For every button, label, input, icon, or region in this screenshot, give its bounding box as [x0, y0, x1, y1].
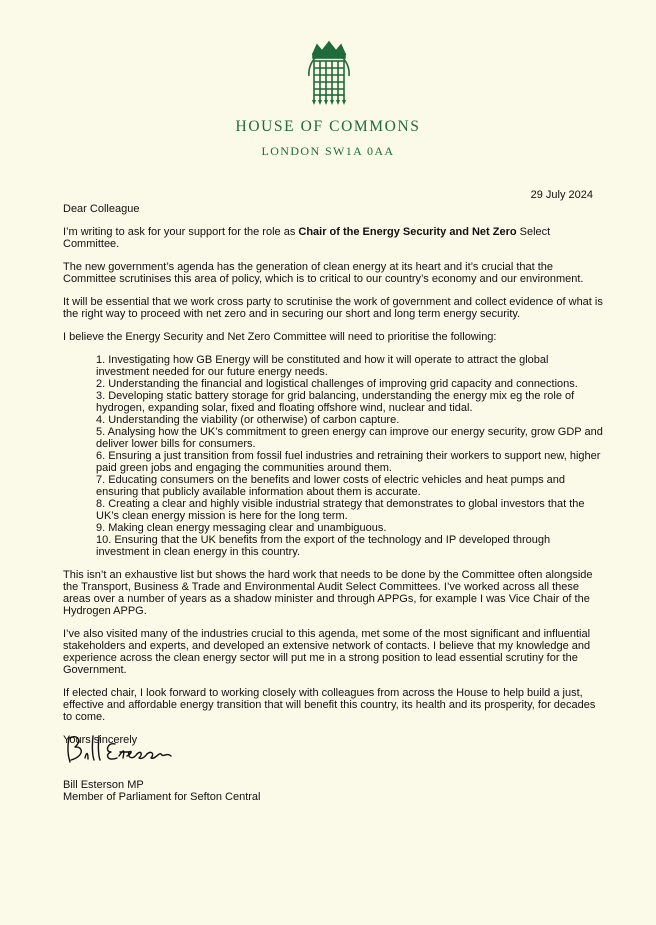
experience-paragraph: This isn’t an exhaustive list but shows the hard work that needs to be done by the Committee often alongside the Transport, Business & Trade and Environmental Audit Select Committees. I’ve worked across all these areas over a number of years as a shadow minister and through APPGs, for example I was Vice Chair of the Hydrogen APPG.	[63, 569, 593, 617]
letter-body	[63, 203, 603, 757]
closing-paragraph: If elected chair, I look forward to working closely with colleagues from across the House to help build a just, effective and affordable energy transition that will benefit this country, its health and its prosperity, for decades to come.	[63, 687, 596, 723]
list-item: 6. Ensuring a just transition from fossil fuel industries and retraining their workers to support new, higher paid green jobs and engaging the communities around them.	[96, 450, 601, 474]
signer-block	[63, 779, 260, 803]
handwritten-signature	[63, 730, 193, 770]
signer-title: Member of Parliament for Sefton Central	[63, 791, 261, 803]
list-item: 1. Investigating how GB Energy will be constituted and how it will operate to attract the global investment needed for our future energy needs.	[96, 354, 549, 378]
agenda-paragraph: The new government’s agenda has the generation of clean energy at its heart and it’s crucial that the Committee scrutinises this area of policy, which is to critical to our country’s economy and our environment.	[63, 261, 584, 285]
intro-paragraph	[63, 226, 603, 250]
signer-name: Bill Esterson MP	[63, 779, 144, 791]
organisation-name: HOUSE OF COMMONS	[235, 118, 421, 135]
intro-text-end: Select Committee.	[63, 226, 551, 250]
greeting: Dear Colleague	[63, 203, 140, 215]
list-item: 5. Analysing how the UK’s commitment to green energy can improve our energy security, grow GDP and deliver lower bills for consumers.	[96, 426, 603, 450]
portcullis-crest-icon	[304, 40, 354, 108]
list-item: 7. Educating consumers on the benefits and lower costs of electric vehicles and heat pumps and ensuring that publicly available information about them is accurate.	[96, 474, 565, 498]
list-item: 3. Developing static battery storage for grid balancing, understanding the energy mix eg the role of hydrogen, expanding solar, fixed and floating offshore wind, nuclear and tidal.	[96, 390, 575, 414]
list-item: 10. Ensuring that the UK benefits from the export of the technology and IP developed through investment in clean energy in this country.	[96, 534, 551, 558]
priorities-list	[63, 354, 603, 558]
sign-off: Yours sincerely	[63, 734, 138, 746]
list-item: 4. Understanding the viability (or otherwise) of carbon capture.	[96, 414, 400, 426]
committee-name: Chair of the Energy Security and Net Zero	[298, 226, 517, 238]
list-item: 9. Making clean energy messaging clear and unambiguous.	[96, 522, 387, 534]
letter-date: 29 July 2024	[530, 189, 593, 201]
stakeholders-paragraph: I’ve also visited many of the industries crucial to this agenda, met some of the most significant and influential stakeholders and experts, and developed an extensive network of contacts. I believe that my knowledge and experience across the clean energy sector will put me in a strong position to lead essential scrutiny for the Government.	[63, 628, 591, 676]
organisation-address: LONDON SW1A 0AA	[261, 144, 395, 158]
list-item: 2. Understanding the financial and logistical challenges of improving grid capacity and connections.	[96, 378, 578, 390]
intro-text-start: I’m writing to ask for your support for the role as	[63, 226, 299, 238]
list-item: 8. Creating a clear and highly visible industrial strategy that demonstrates to global investors that the UK’s clean energy mission is here for the long term.	[96, 498, 585, 522]
priorities-intro: I believe the Energy Security and Net Zero Committee will need to prioritise the following:	[63, 331, 497, 343]
cross-party-paragraph: It will be essential that we work cross party to scrutinise the work of government and collect evidence of what is the right way to proceed with net zero and in securing our short and long term energy security.	[63, 296, 603, 320]
